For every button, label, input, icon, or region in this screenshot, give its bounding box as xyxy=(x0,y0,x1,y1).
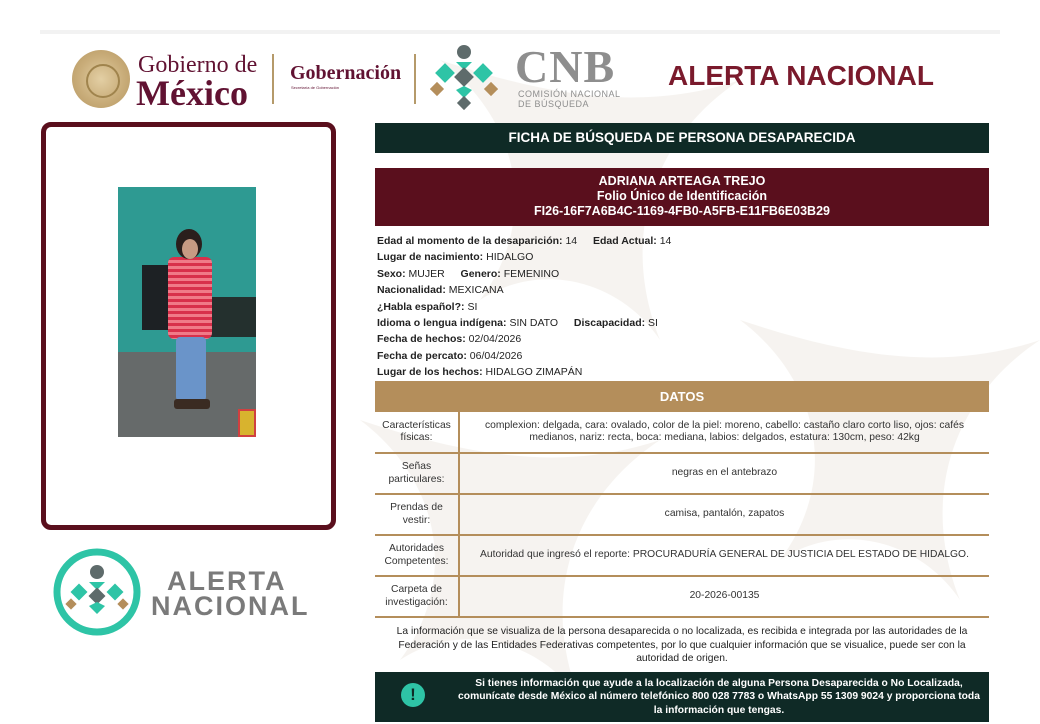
cnb-logo-icon xyxy=(430,40,498,112)
row-label: Señas particulares: xyxy=(375,453,459,494)
row-value: 20-2026-00135 xyxy=(459,576,989,617)
edad-actual-label: Edad Actual: xyxy=(593,235,657,247)
habla-espanol-value: SI xyxy=(467,300,478,313)
sexo-value: MUJER xyxy=(408,267,445,280)
lugar-nacimiento-value: HIDALGO xyxy=(486,251,534,264)
gobierno-line1: Gobierno de xyxy=(138,52,258,78)
row-value: negras en el antebrazo xyxy=(459,453,989,494)
fecha-percato-value: 06/04/2026 xyxy=(469,349,523,362)
table-row xyxy=(375,453,989,494)
nacionalidad-value: MEXICANA xyxy=(448,284,504,297)
contact-bar xyxy=(375,672,989,722)
page-title: ALERTA NACIONAL xyxy=(668,60,934,91)
info-row-nacimiento xyxy=(377,249,987,265)
row-value: camisa, pantalón, zapatos xyxy=(459,494,989,535)
header-divider xyxy=(272,54,274,104)
folio-value: FI26-16F7A6B4C-1169-4FB0-A5FB-E11FB6E03B29 xyxy=(534,204,830,218)
person-name-box xyxy=(375,168,989,226)
datos-table xyxy=(375,412,989,618)
row-value: complexion: delgada, cara: ovalado, color de la piel: moreno, cabello: castaño claro corto liso, ojos: cafés medianos, nariz: recta, boca: mediana, labios: delgados, estatura: 130cm, peso: 42kg xyxy=(459,412,989,453)
alerta-logo-line2: NACIONAL xyxy=(151,591,310,621)
cnb-subtitle-1: COMISIÓN NACIONAL xyxy=(518,89,621,99)
datos-title: DATOS xyxy=(375,381,989,412)
edad-desaparicion-value: 14 xyxy=(565,235,578,247)
info-row-espanol xyxy=(377,299,987,315)
gobernacion-logo-text: Gobernación xyxy=(290,62,402,84)
fecha-hechos-value: 02/04/2026 xyxy=(468,333,522,346)
idioma-value: SIN DATO xyxy=(509,317,559,330)
info-row-lugar-hechos xyxy=(377,364,987,380)
habla-espanol-label: ¿Habla español?: xyxy=(377,300,465,313)
cnb-logo-text: CNB xyxy=(515,41,616,92)
row-label: Características físicas: xyxy=(375,412,459,453)
discapacidad-value: SI xyxy=(648,317,658,330)
info-row-edad xyxy=(377,233,987,249)
top-strip xyxy=(40,30,1000,34)
header-divider xyxy=(414,54,416,104)
alerta-nacional-logo-icon xyxy=(53,548,141,636)
photo-frame xyxy=(41,122,336,530)
fecha-hechos-label: Fecha de hechos: xyxy=(377,333,466,346)
info-row-idioma xyxy=(377,315,987,331)
folio-label: Folio Único de Identificación xyxy=(596,189,768,203)
table-row xyxy=(375,535,989,576)
person-photo xyxy=(118,187,256,437)
genero-label: Genero: xyxy=(460,267,501,280)
gobernacion-subtext: Secretaría de Gobernación xyxy=(291,85,340,90)
alert-icon: ! xyxy=(401,683,425,707)
idioma-label: Idioma o lengua indígena: xyxy=(377,317,507,330)
table-row xyxy=(375,412,989,453)
info-row-nacionalidad xyxy=(377,282,987,298)
sexo-label: Sexo: xyxy=(377,267,406,280)
fecha-percato-label: Fecha de percato: xyxy=(377,349,467,362)
lugar-hechos-value: HIDALGO ZIMAPÁN xyxy=(485,366,583,379)
alerta-logo-line1: ALERTA xyxy=(167,566,287,596)
edad-desaparicion-label: Edad al momento de la desaparición: xyxy=(377,235,563,247)
mexico-seal-icon xyxy=(72,50,130,108)
info-row-fecha-percato xyxy=(377,348,987,364)
row-label: Prendas de vestir: xyxy=(375,494,459,535)
discapacidad-label: Discapacidad: xyxy=(573,317,646,330)
genero-value: FEMENINO xyxy=(503,267,560,280)
lugar-nacimiento-label: Lugar de nacimiento: xyxy=(377,251,484,264)
ficha-title: FICHA DE BÚSQUEDA DE PERSONA DESAPARECIDA xyxy=(375,123,989,153)
info-row-fecha-hechos xyxy=(377,331,987,347)
table-row xyxy=(375,576,989,617)
lugar-hechos-label: Lugar de los hechos: xyxy=(377,366,483,379)
row-value: Autoridad que ingresó el reporte: PROCURADURÍA GENERAL DE JUSTICIA DEL ESTADO DE HIDALGO. xyxy=(459,535,989,576)
row-label: Autoridades Competentes: xyxy=(375,535,459,576)
nacionalidad-label: Nacionalidad: xyxy=(377,284,446,297)
person-info xyxy=(377,233,987,381)
person-name: ADRIANA ARTEAGA TREJO xyxy=(598,174,766,188)
gobierno-line2: México xyxy=(136,73,248,113)
edad-actual-value: 14 xyxy=(659,235,672,247)
table-row xyxy=(375,494,989,535)
disclaimer-text: La información que se visualiza de la persona desaparecida o no localizada, es recibida e integrada por las autoridades de la Federación y de las Entidades Federativas competentes, por lo que cualquier información que se visualice, puede ser con la autoridad de origen. xyxy=(396,626,968,664)
header xyxy=(72,40,972,115)
info-row-sexo xyxy=(377,266,987,282)
cnb-subtitle-2: DE BÚSQUEDA xyxy=(518,99,590,109)
contact-text: Si tienes información que ayude a la localización de alguna Persona Desaparecida o No Localizada, comunícate desde México al número telefónico 800 028 7783 o WhatsApp 55 1309 9024 y proporciona toda la información que tengas. xyxy=(458,678,980,716)
row-label: Carpeta de investigación: xyxy=(375,576,459,617)
